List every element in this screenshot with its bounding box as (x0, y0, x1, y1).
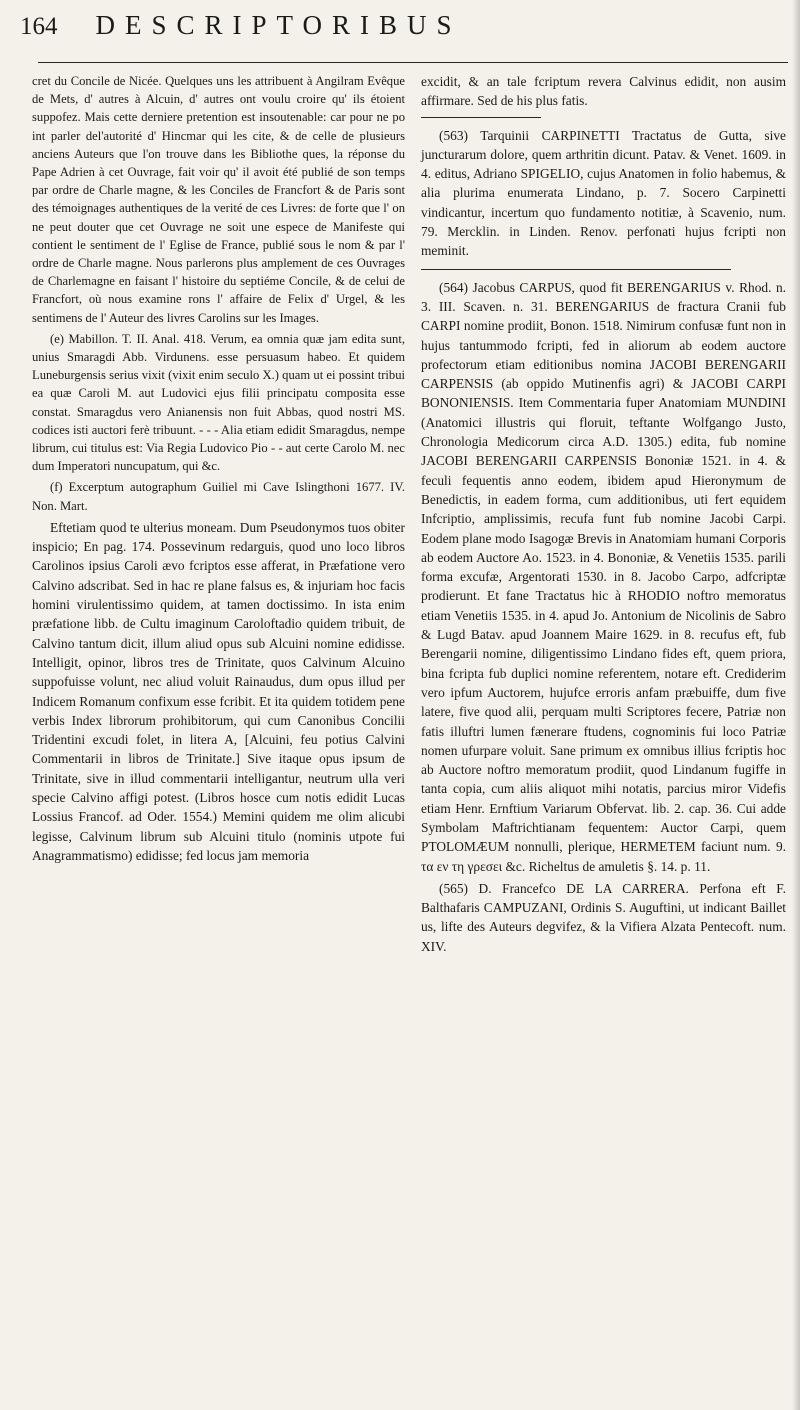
entry-565-carrera: (565) D. Francefco DE LA CARRERA. Perfona eft F. Balthafaris CAMPUZANI, Ordinis S. Auguftini, ut indicant Baillet us, lifte des Auteurs degvifez, & la Vifiera Alzata Pentecoft. num. XIV. (421, 880, 786, 954)
entry-563-carpinetti: (563) Tarquinii CARPINETTI Tractatus de Gutta, sive juncturarum dolore, quem arthritin dicunt. Patav. & Venet. 1609. in 4. editus, Adriano SPIGELIO, cujus Anatomen in folio habemus, & alia plurima enumerata Lindano, p. 7. Socero Carpinetti vindicantur, incertum quo fundamento notitiæ, à Scavenio, num. 79. Mercklin. in Linden. Renov. perfonati hujus fcripti non meminit. (421, 127, 786, 259)
section-divider (421, 117, 541, 118)
page-header (20, 10, 790, 60)
paragraph-letter-text: Eftetiam quod te ulterius moneam. Dum Pseudonymos tuos obiter inspicio; En pag. 174. Possevinum redarguis, quod uno loco libros Carolinos ipsius Caroli ævo fcriptos esse afferat, in Præfatione vero Calvino adscribat. Sed in hac re plane falsus es, & injuriam hoc facis homini virulentissimo quidem, at tamen doctissimo. In ista enim præfatione libb. de Cultu imaginum Caroloftadio quidem tribuit, de Calvino tantum dicit, illum aliud opus sub Alcuini nomine edidisse. Intelligit, opinor, libros tres de Trinitate, quos Calvinum Alcuino suppofuisse volunt, nec aliud voluit Rainaudus, dum opus illud per Indicem Romanum confixum esse fcribit. Et ita quidem totidem pene verbis Index librorum prohibitorum, qui cum Canonibus Concilii Tridentini excudi folet, in litera A, [Alcuini, feu potius Calvini Commentarii in libros de Trinitate.] Sive itaque opus ipsum de Trinitate, sive in illud commentarii intelligantur, neutrum ulla veri specie Calvino affigi potest. (Libros hosce cum notis edidit Lucas Lossius Francof. ad Oder. 1554.) Memini quidem me olim alicubi legisse, Calvinum librum sub Alcuini titulo (nominis utpote fui Anagrammatismo) edidisse; fed locus jam memoria (32, 519, 405, 863)
right-column (421, 72, 786, 959)
footnote-french-continuation: cret du Concile de Nicée. Quelques uns les attribuent à Angilram Evêque de Mets, d' autres à Alcuin, d' autres ont voulu croire qu' ils étoient suppofez. Mais cette derniere pretention est insoutenable: car pour ne po int parler del'autorité d' Hincmar qui les cite, & de celle de plusieurs anciens Auteurs que l'on trouve dans les Bibliothe ques, la réponse du Pape Adrien à cet Ouvrage, fait voir qu' il avoit été publié de son temps par ordre de Charle magne, & les Conciles de Francfort & de Paris sont des témoignages authentiques de la verité de ces Livres: de forte que l' on ne peut douter que cet Ouvrage ne soit une espece de Manifeste qui contient le sentiment de l' Eglise de France, publié sous le nom & par l' ordre de Charle magne. Nous parlerons plus amplement de ces Ouvrages de Charlemagne en faisant l' histoire du septiéme Concile, & de celui de Francfort, où nous examine rons l' affaire de Felix d' Urgel, & les sentimens de l' Auteur des livres Carolins sur les Images. (32, 74, 405, 325)
footnote-f-cave: (f) Excerptum autographum Guiliel mi Cave Islingthoni 1677. IV. Non. Mart. (32, 480, 405, 513)
entry-564-carpus: (564) Jacobus CARPUS, quod fit BERENGARIUS v. Rhod. n. 3. III. Scaven. n. 31. BERENGARIUS de fractura Cranii fub CARPI nomine prodiit, Bonon. 1518. Nimirum confusæ funt non in hujus tantummodo fcripti, fed in aliorum ab eodem auctore profectorum etiam editionibus nomina JACOBI BERENGARII CARPENSIS (ab oppido Mutinenfis agri) & JACOBI CARPI BONONIENSIS. Item Commentaria fuper Anatomiam MUNDINI (Anatomici illustris qui floruit, teftante Wolfgango Justo, Chronologia Medicorum circa A.D. 1305.) edita, fub nomine JACOBI BERENGARII CARPENSIS Bononiæ 1521. in 4. & feculi fequentis anno eodem, ibidem apud Hieronymum de Benedictis, in eadem forma, cum additionibus, uti fert equidem Infcriptio, amplissimis, recufa funt fub nomine Jacobi Carpi. Eodem plane modo Isagogæ Brevis in Anatomiam humani Corporis ab eodem Auctore Ao. 1523. in 4. Bononiæ, & Venetiis 1535. parili forma excufæ, Argentorati 1530. in 8. Jacobo Carpo, adfcriptæ prodierunt. Et fane Tractatus hic à RHODIO noftro memoratus etiam Venetiis 1535. in 4. apud Jo. Antonium de Nicolinis de Sabro & Lugd Batav. apud Joannem Maire 1629. in 8. recufus eft, fub Berengarii nomine, diligentissimo Lindano fides eft, quem priora, bina fcripta fub duplici nomine referentem, notare eft. Crediderim vero ipfum Auctorem, hujufce erroris anfam præbuiffe, dum five latere, five quod alii, perquam multi Scriptores fecere, Patriæ non fatis illuftri lumen fænerare ftudens, cognominis fui loco Patriæ nomen ufurpare voluit. Sane primum ex omnibus illius fcriptis hoc ab Auctore noftro memoratum prodiit, quod Lindanum fugiffe in tanta copia, cum aliis aliquot mihi notatis, parcius miror Videfis etiam Henr. Ernftium Variarum Obfervat. lib. 2. cap. 36. Cui adde Symbolam Maftrichtianam fequentem: Auctor Carpi, quem PTOLOMÆUM nonnulli, plerique, HERMETEM faciunt num. 9. τα εν τη γρεσει &c. Richeltus de amuletis §. 14. p. 11. (421, 279, 786, 874)
footnote-e-mabillon: (e) Mabillon. T. II. Anal. 418. Verum, ea omnia quæ jam edita sunt, unius Smaragdi Abb. Virdunens. esse persuasum habeo. Et quidem Luneburgensis serius vixit (vixit enim seculo X.) quam ut ei possint tribui ea quæ Caroli M. aut Ludovici ejus filii principatu composita esse constat. Smaragdus vero Anianensis non fuit Abbas, quod nostri MS. codices isti auctori ferè tribuunt. - - - Alia etiam edidit Smaragdus, nempe librum, cui titulus est: Via Regia Ludovico Pio - - aut certe Carolo M. nec dum Imperatori nuncupatum, qui &c. (32, 331, 405, 474)
left-column (32, 72, 405, 868)
entry-divider (421, 269, 731, 270)
paragraph-continuation: excidit, & an tale fcriptum revera Calvinus edidit, non ausim affirmare. Sed de his plus fatis. (421, 74, 786, 109)
page-edge-shadow (792, 0, 800, 1410)
running-title: DESCRIPTORIBUS (95, 10, 462, 40)
page-number: 164 (20, 13, 58, 40)
header-rule (38, 62, 788, 63)
